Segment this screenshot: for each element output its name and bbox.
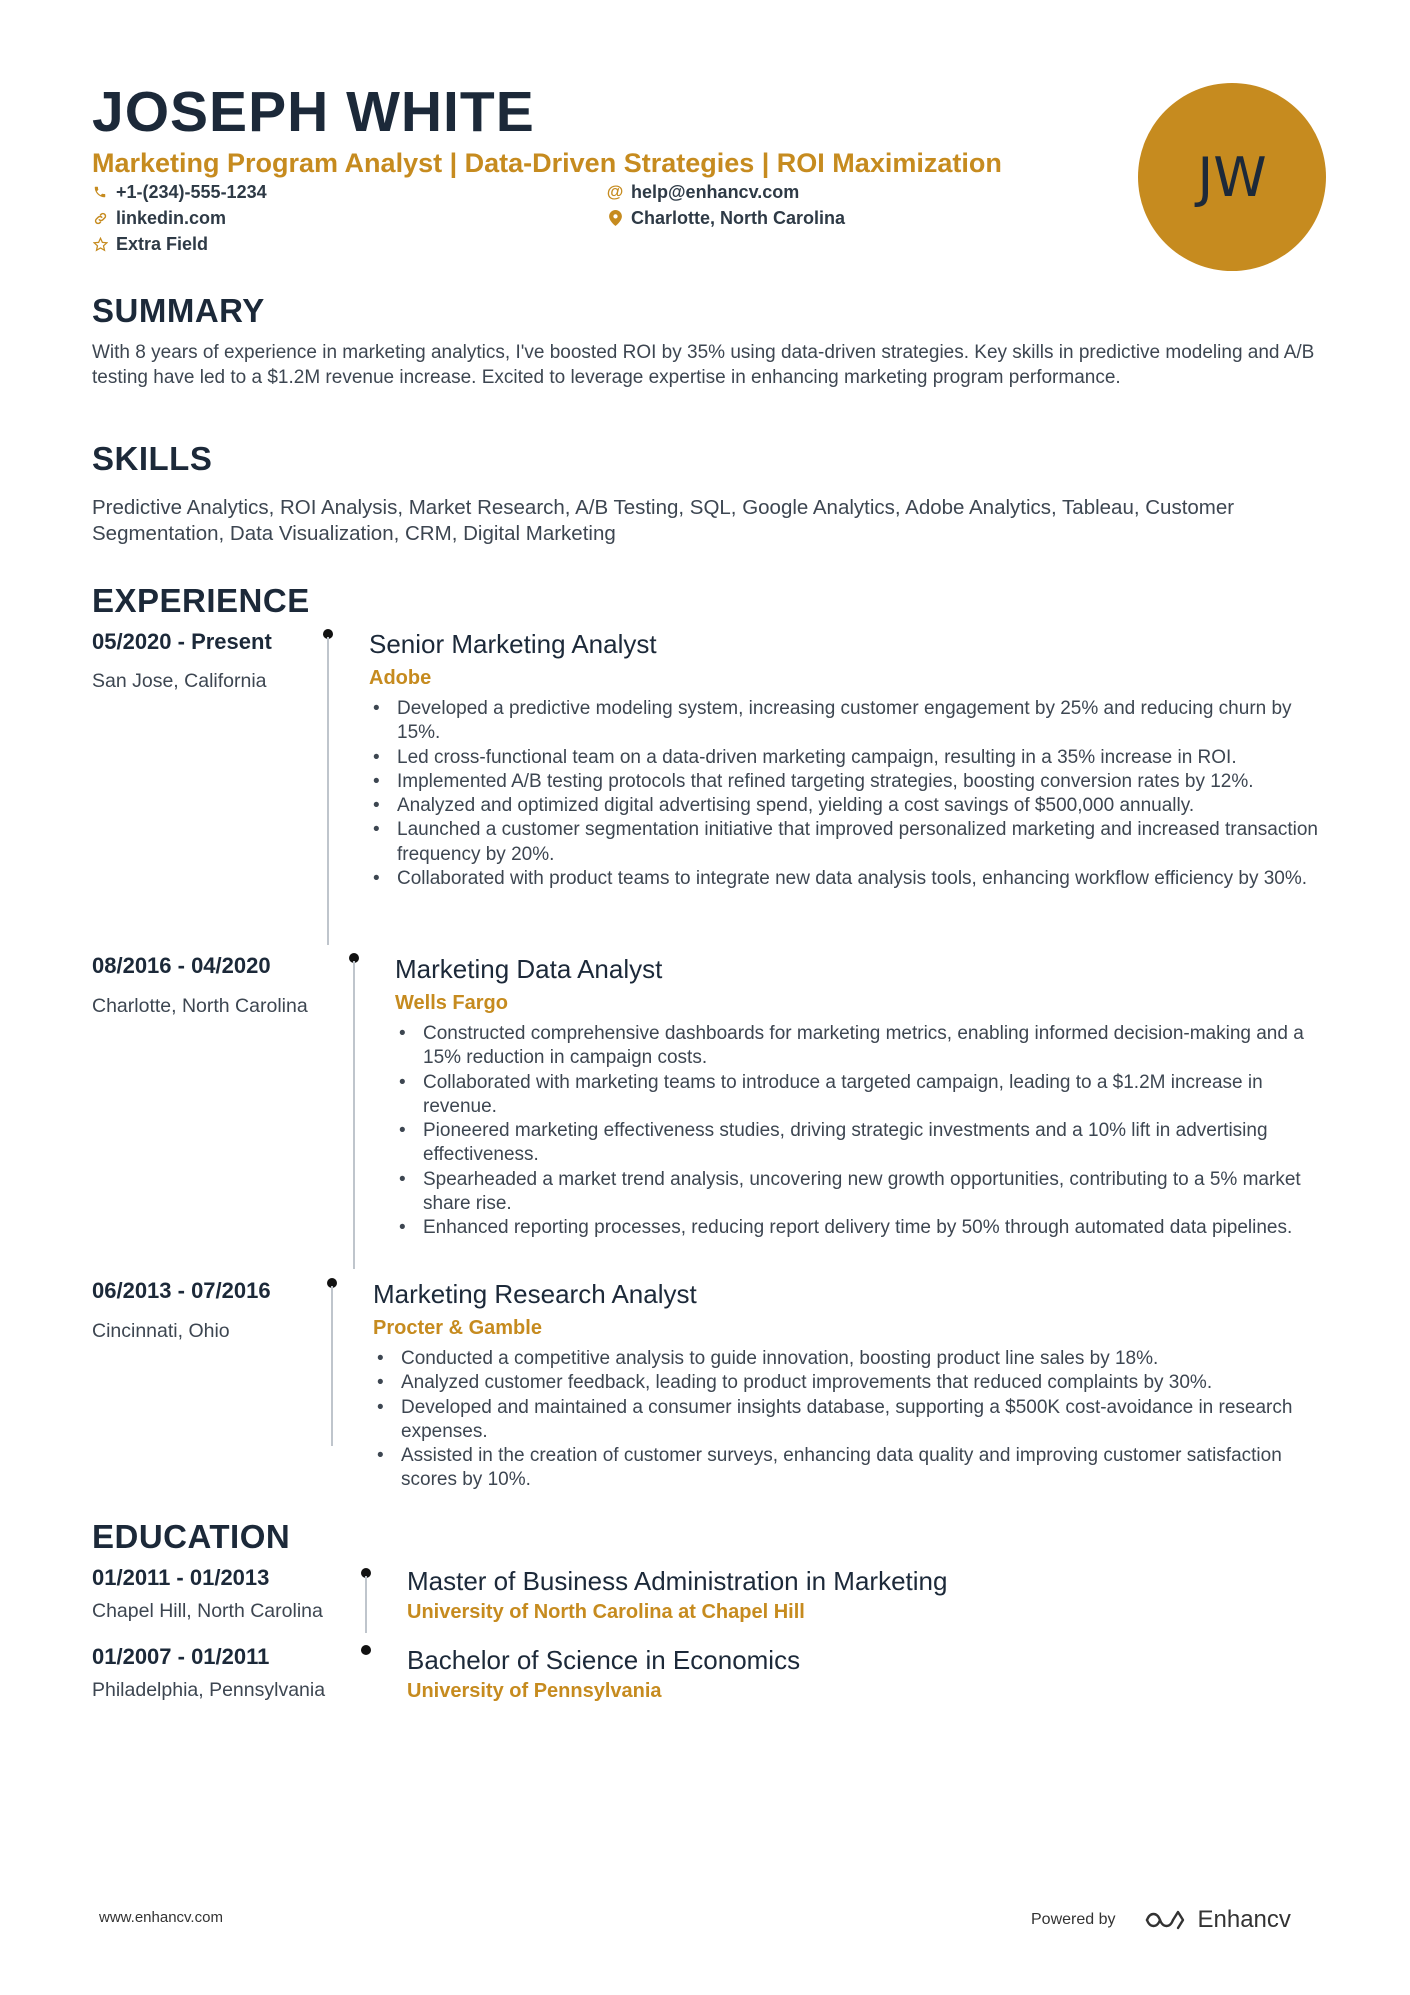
powered-by-label: Powered by	[1031, 1911, 1116, 1928]
list-item: • Collaborated with marketing teams to introduce a targeted campaign, leading to a $1.2M increase in revenue.	[395, 1071, 1330, 1120]
contact-phone	[92, 180, 267, 204]
list-item: • Analyzed and optimized digital advertising spend, yielding a cost savings of $500,000 annually.	[369, 794, 1324, 818]
footer-website[interactable]: www.enhancv.com	[99, 1909, 223, 1926]
list-item: • Launched a customer segmentation initiative that improved personalized marketing and increased transaction frequency by 20%.	[369, 818, 1324, 867]
edu-location: Philadelphia, Pennsylvania	[92, 1679, 326, 1701]
avatar	[1138, 83, 1326, 271]
edu-degree: Master of Business Administration in Marketing	[407, 1566, 948, 1596]
skills-text: Predictive Analytics, ROI Analysis, Market Research, A/B Testing, SQL, Google Analytics, Adobe Analytics, Tableau, Customer Segmentation, Data Visualization, CRM, Digital Marketing	[92, 496, 1235, 545]
list-item: • Constructed comprehensive dashboards for marketing metrics, enabling informed decision-making and a 15% reduction in campaign costs.	[395, 1022, 1330, 1071]
extra-field-text: Extra Field	[116, 234, 209, 254]
edu-dates: 01/2011 - 01/2013	[92, 1565, 270, 1590]
enhancv-logo-icon	[1144, 1908, 1190, 1932]
contact-email[interactable]	[607, 180, 799, 204]
timeline-line	[327, 637, 329, 945]
job-company: Adobe	[369, 667, 432, 689]
location-text: Charlotte, North Carolina	[631, 208, 846, 228]
timeline-line	[353, 961, 355, 1269]
phone-icon	[92, 184, 108, 200]
job-title: Marketing Data Analyst	[395, 954, 663, 984]
job-bullets	[373, 1347, 1328, 1493]
job-company: Wells Fargo	[395, 992, 508, 1014]
job-location: San Jose, California	[92, 670, 267, 692]
candidate-headline: Marketing Program Analyst | Data-Driven Strategies | ROI Maximization	[92, 148, 1002, 178]
timeline-dot	[361, 1645, 371, 1655]
edu-school: University of North Carolina at Chapel Hill	[407, 1601, 805, 1623]
job-dates: 06/2013 - 07/2016	[92, 1278, 271, 1303]
list-item: • Pioneered marketing effectiveness studies, driving strategic investments and a 10% lift in advertising effectiveness.	[395, 1119, 1330, 1168]
contact-location	[607, 206, 845, 230]
education-title: EDUCATION	[92, 1518, 291, 1555]
job-dates: 08/2016 - 04/2020	[92, 953, 271, 978]
list-item: • Collaborated with product teams to integrate new data analysis tools, enhancing workflow efficiency by 30%.	[369, 867, 1324, 891]
edu-school: University of Pennsylvania	[407, 1680, 662, 1702]
summary-title: SUMMARY	[92, 292, 265, 329]
job-bullets	[395, 1022, 1330, 1241]
contact-linkedin[interactable]	[92, 206, 226, 230]
job-location: Charlotte, North Carolina	[92, 995, 308, 1017]
summary-text: With 8 years of experience in marketing analytics, I've boosted ROI by 35% using data-driven strategies. Key skills in predictive modeling and A/B testing have led to a $1.2M revenue increase. Excited to leverage expertise in enhancing marketing program performance.	[92, 342, 1315, 388]
job-location: Cincinnati, Ohio	[92, 1320, 230, 1342]
list-item: • Spearheaded a market trend analysis, uncovering new growth opportunities, contributing to a 5% market share rise.	[395, 1168, 1330, 1217]
footer-powered	[1031, 1906, 1291, 1934]
list-item: • Led cross-functional team on a data-driven marketing campaign, resulting in a 35% increase in ROI.	[369, 746, 1324, 770]
candidate-name: JOSEPH WHITE	[92, 80, 535, 144]
timeline-line	[331, 1286, 333, 1446]
job-dates: 05/2020 - Present	[92, 629, 272, 654]
job-company: Procter & Gamble	[373, 1317, 542, 1339]
contact-extra	[92, 232, 208, 256]
job-title: Senior Marketing Analyst	[369, 629, 657, 659]
brand[interactable]	[1144, 1906, 1291, 1934]
star-icon	[92, 236, 108, 252]
list-item: • Assisted in the creation of customer surveys, enhancing data quality and improving customer satisfaction scores by 10%.	[373, 1444, 1328, 1493]
list-item: • Implemented A/B testing protocols that refined targeting strategies, boosting conversion rates by 12%.	[369, 770, 1324, 794]
avatar-initials: JW	[1197, 145, 1267, 209]
edu-dates: 01/2007 - 01/2011	[92, 1644, 270, 1669]
list-item: • Developed and maintained a consumer insights database, supporting a $500K cost-avoidance in research expenses.	[373, 1396, 1328, 1445]
skills-title: SKILLS	[92, 440, 213, 477]
timeline-line	[365, 1576, 367, 1633]
phone-text: +1-(234)-555-1234	[116, 182, 267, 202]
list-item: • Developed a predictive modeling system, increasing customer engagement by 25% and reducing churn by 15%.	[369, 697, 1324, 746]
location-pin-icon	[607, 210, 623, 226]
at-icon: @	[606, 182, 624, 201]
brand-name: Enhancv	[1197, 1906, 1291, 1933]
list-item: • Analyzed customer feedback, leading to product improvements that reduced complaints by 30%.	[373, 1371, 1328, 1395]
job-bullets	[369, 697, 1324, 891]
list-item: • Enhanced reporting processes, reducing report delivery time by 50% through automated data pipelines.	[395, 1216, 1330, 1240]
edu-degree: Bachelor of Science in Economics	[407, 1645, 801, 1675]
list-item: • Conducted a competitive analysis to guide innovation, boosting product line sales by 18%.	[373, 1347, 1328, 1371]
link-icon	[92, 210, 108, 226]
job-title: Marketing Research Analyst	[373, 1279, 697, 1309]
edu-location: Chapel Hill, North Carolina	[92, 1600, 323, 1622]
email-text[interactable]: help@enhancv.com	[631, 182, 800, 202]
linkedin-text[interactable]: linkedin.com	[116, 208, 227, 228]
experience-title: EXPERIENCE	[92, 582, 310, 619]
